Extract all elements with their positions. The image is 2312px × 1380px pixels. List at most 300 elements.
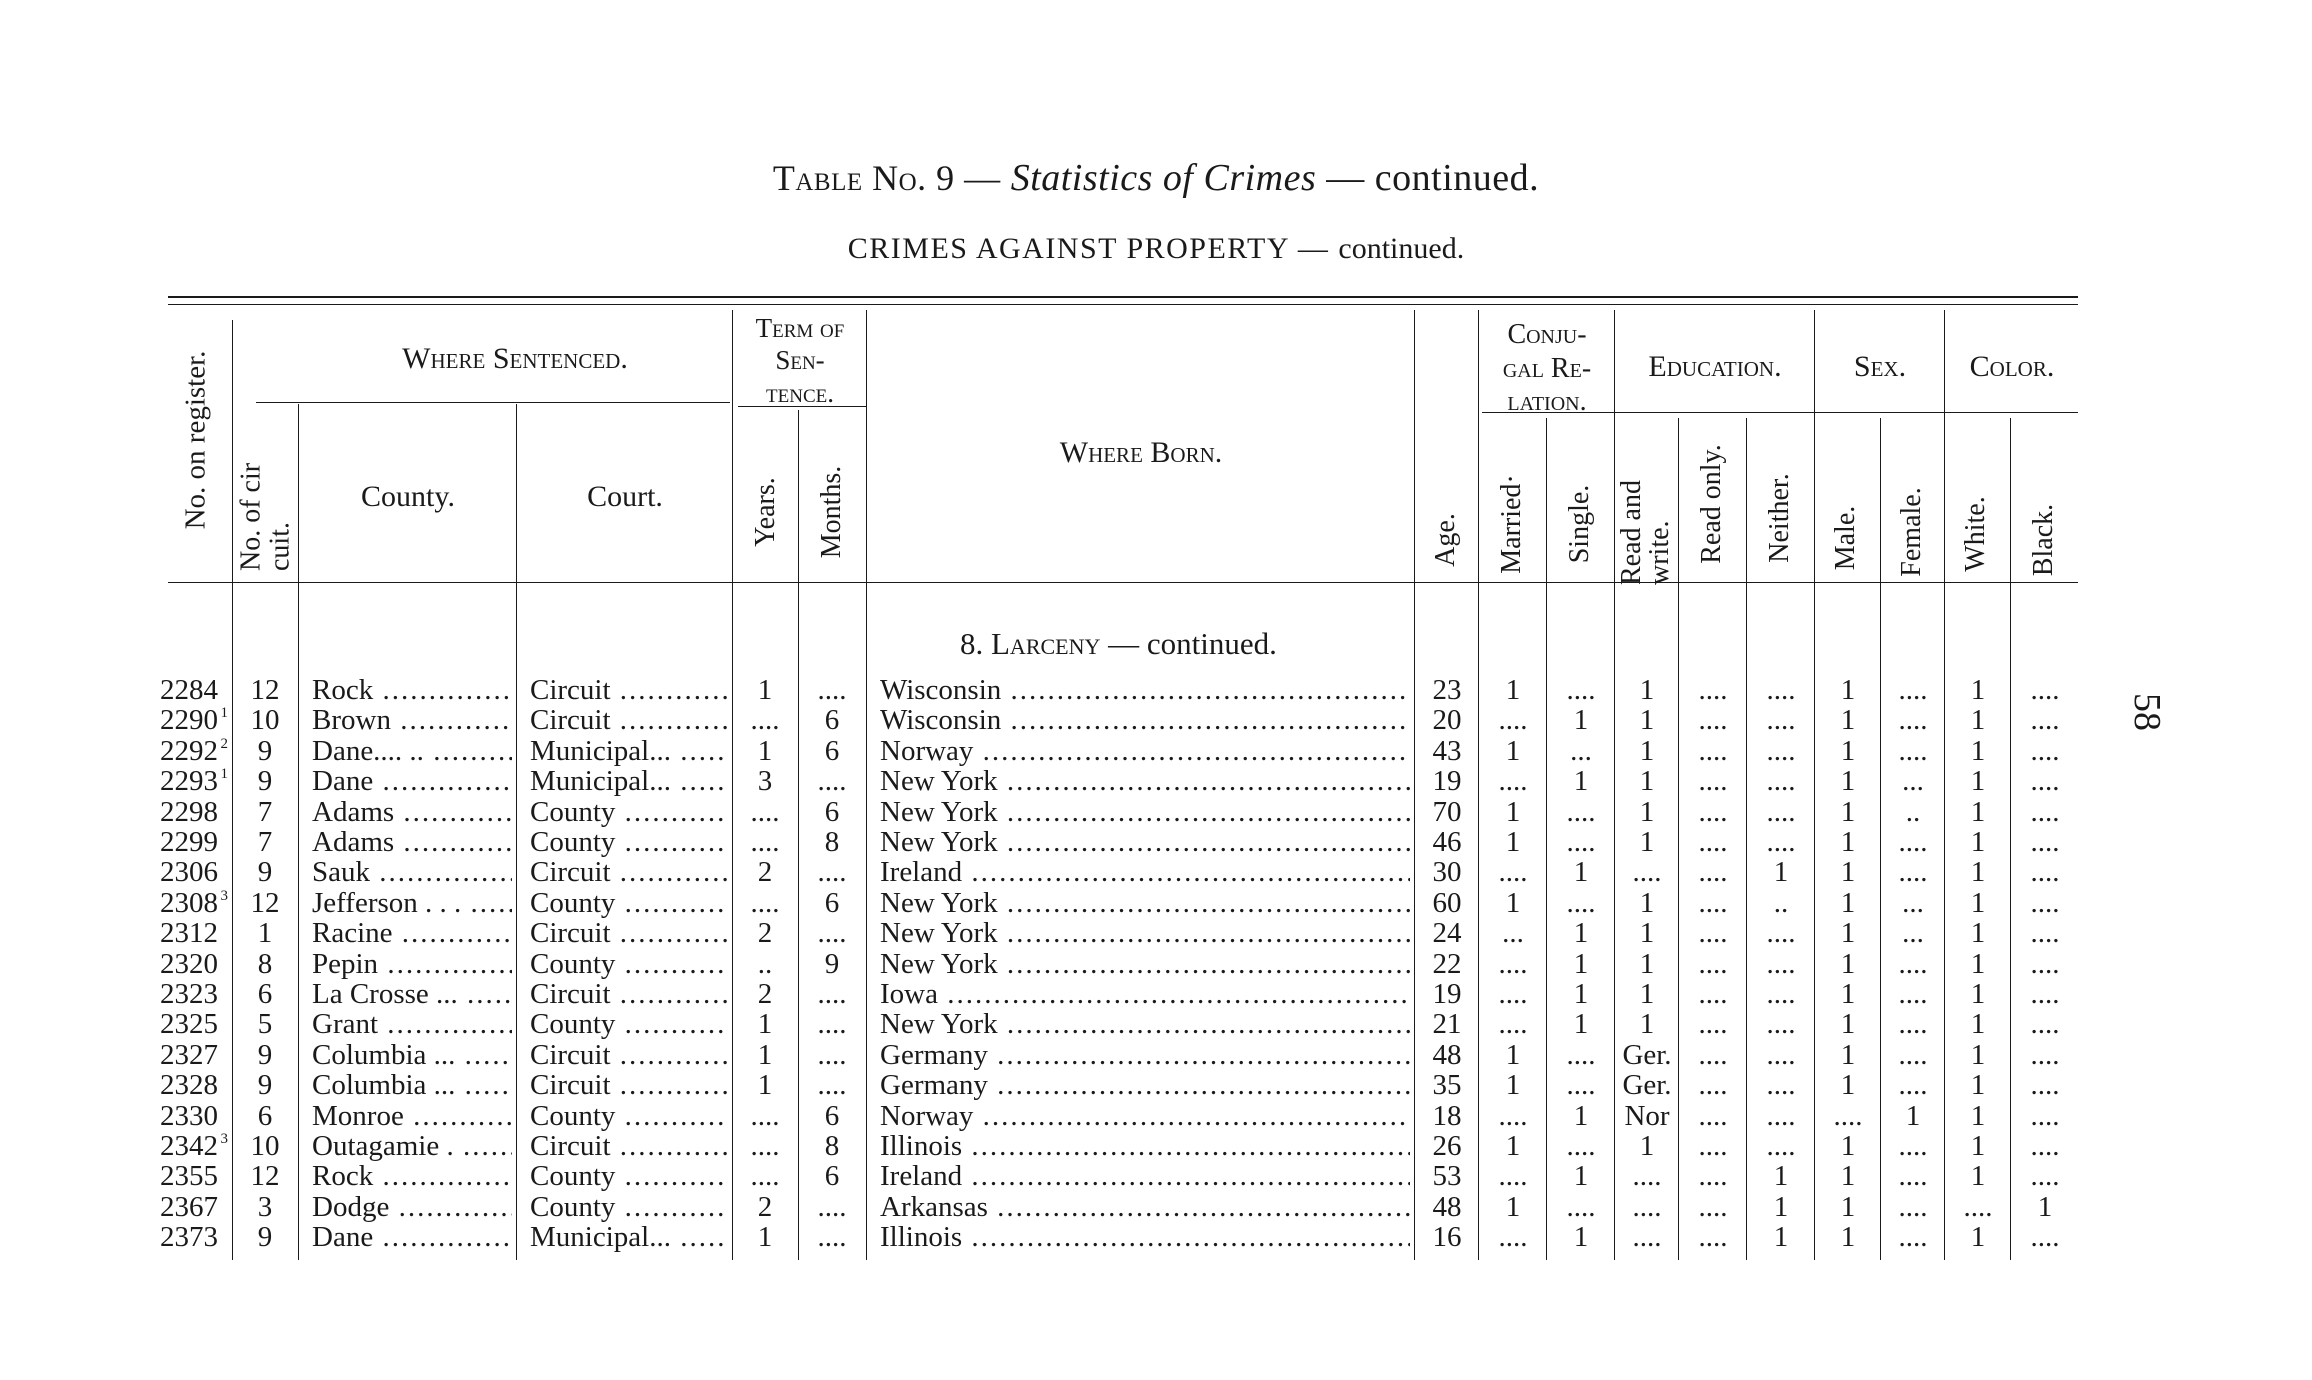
register-number: [140, 1009, 228, 1039]
cell-circuit: 10: [250, 1130, 280, 1162]
register-number-text: 2367: [160, 1191, 218, 1223]
cell-female: ....: [1898, 1039, 1928, 1071]
register-number-text: 2299: [160, 826, 218, 858]
rw-line-1: Read and: [1616, 480, 1647, 585]
rw-line-2: write.: [1644, 520, 1675, 585]
term-line-1: Term of: [755, 313, 845, 343]
col-rule: [1546, 418, 1547, 1260]
cell-ro: ....: [1698, 1008, 1728, 1040]
cell-married: 1: [1505, 796, 1521, 828]
cell-born: Illinois .....: [880, 1222, 1410, 1252]
cell-county: Dodge .....: [312, 1192, 512, 1222]
cell-court: County .....: [530, 797, 728, 827]
cell-months: 8: [824, 826, 840, 858]
cell-ro: ....: [1698, 1039, 1728, 1071]
cell-white: 1: [1970, 796, 1986, 828]
cell-female: ....: [1898, 1191, 1928, 1223]
cell-county: Pepin .....: [312, 949, 512, 979]
cell-rw: 1: [1639, 1008, 1655, 1040]
cell-neither: 1: [1773, 1191, 1789, 1223]
cell-months: 6: [824, 887, 840, 919]
cell-married: 1: [1505, 1191, 1521, 1223]
term-line-3: tence.: [766, 377, 834, 408]
cell-rw: 1: [1639, 765, 1655, 797]
cell-county: Brown .....: [312, 705, 512, 735]
cell-male: 1: [1840, 948, 1856, 980]
cell-age: 60: [1432, 887, 1462, 919]
cell-single: 1: [1573, 1160, 1589, 1192]
title-italic: Statistics of Crimes: [1010, 157, 1317, 199]
cell-rw: 1: [1639, 978, 1655, 1010]
cell-court: Municipal... .....: [530, 1222, 728, 1252]
register-number-text: 2328: [160, 1069, 218, 1101]
cell-years: 1: [757, 1221, 773, 1253]
register-number: 2342 $^3$: [160, 1130, 228, 1162]
cell-months: 6: [824, 1160, 840, 1192]
cell-court: County .....: [530, 1192, 728, 1222]
cell-neither: ....: [1766, 1008, 1796, 1040]
title-prefix: Table No. 9 —: [772, 158, 1001, 198]
cell-male: 1: [1840, 1191, 1856, 1223]
cell-married: ....: [1498, 948, 1528, 980]
cell-born: New York .....: [880, 949, 1410, 979]
cell-male: 1: [1840, 704, 1856, 736]
col-rule: [232, 320, 233, 1260]
cell-age: 43: [1432, 735, 1462, 767]
col-rule: [732, 310, 733, 1260]
header-years: Years.: [750, 477, 781, 547]
cell-years: ....: [750, 1100, 780, 1132]
header-no-of-circuit: No. of cir cuit.: [235, 462, 296, 571]
cell-white: 1: [1970, 1008, 1986, 1040]
cell-male: 1: [1840, 1008, 1856, 1040]
cell-county: Racine .....: [312, 918, 512, 948]
cell-black: ....: [2030, 796, 2060, 828]
header-where-sentenced: Where Sentenced.: [402, 342, 628, 375]
cell-neither: ....: [1766, 674, 1796, 706]
cell-years: 1: [757, 1069, 773, 1101]
conjugal-line-3: lation.: [1507, 386, 1587, 418]
cell-married: ....: [1498, 1221, 1528, 1253]
cell-court: County .....: [530, 1161, 728, 1191]
cell-age: 23: [1432, 674, 1462, 706]
cell-married: 1: [1505, 735, 1521, 767]
cell-born: Wisconsin .....: [880, 675, 1410, 705]
subtitle-main: CRIMES AGAINST PROPERTY —: [847, 232, 1330, 265]
cell-male: 1: [1840, 674, 1856, 706]
cell-rw: 1: [1639, 917, 1655, 949]
cell-single: ....: [1566, 1130, 1596, 1162]
cell-female: ....: [1898, 735, 1928, 767]
cell-years: 1: [757, 1039, 773, 1071]
cell-ro: ....: [1698, 1100, 1728, 1132]
cell-born: Germany .....: [880, 1070, 1410, 1100]
cell-female: ....: [1898, 856, 1928, 888]
conjugal-line-1: Conju-: [1507, 319, 1587, 350]
register-number: [140, 1192, 228, 1222]
register-number-text: 2320: [160, 948, 218, 980]
register-number-text: 2293: [160, 765, 218, 797]
register-number-text: 2284: [160, 674, 218, 706]
cell-married: 1: [1505, 887, 1521, 919]
cell-months: 6: [824, 704, 840, 736]
cell-court: Circuit .....: [530, 1040, 728, 1070]
cell-white: 1: [1970, 674, 1986, 706]
cell-years: 2: [757, 917, 773, 949]
cell-single: 1: [1573, 765, 1589, 797]
cell-neither: ....: [1766, 735, 1796, 767]
cell-born: Norway .....: [880, 736, 1410, 766]
cell-married: 1: [1505, 674, 1521, 706]
cell-married: ....: [1498, 765, 1528, 797]
cell-female: ...: [1902, 887, 1924, 919]
cell-white: 1: [1970, 1069, 1986, 1101]
cell-months: 6: [824, 735, 840, 767]
cell-married: ....: [1498, 978, 1528, 1010]
cell-black: ....: [2030, 674, 2060, 706]
cell-black: ....: [2030, 826, 2060, 858]
cell-county: Adams .....: [312, 827, 512, 857]
col-rule: [1746, 418, 1747, 1260]
cell-ro: ....: [1698, 948, 1728, 980]
cell-single: 1: [1573, 1100, 1589, 1132]
cell-age: 18: [1432, 1100, 1462, 1132]
cell-black: 1: [2037, 1191, 2053, 1223]
cell-black: ....: [2030, 917, 2060, 949]
cell-months: ....: [817, 1191, 847, 1223]
cell-ro: ....: [1698, 1191, 1728, 1223]
cell-ro: ....: [1698, 674, 1728, 706]
section-name: Larceny: [991, 626, 1101, 661]
register-number: 2292 $^2$: [160, 735, 228, 767]
cell-male: 1: [1840, 978, 1856, 1010]
cell-months: ....: [817, 917, 847, 949]
cell-county: La Crosse ... .....: [312, 979, 512, 1009]
cell-court: County .....: [530, 949, 728, 979]
cell-female: ....: [1898, 826, 1928, 858]
cell-white: 1: [1970, 887, 1986, 919]
cell-female: ...: [1902, 917, 1924, 949]
cell-rw: Ger.: [1622, 1069, 1672, 1101]
cell-months: ....: [817, 1008, 847, 1040]
cell-white: ....: [1963, 1191, 1993, 1223]
header-county: County.: [361, 480, 455, 513]
header-term-of-sentence: [734, 312, 866, 409]
cell-circuit: 12: [250, 1160, 280, 1192]
cell-age: 53: [1432, 1160, 1462, 1192]
cell-black: ....: [2030, 948, 2060, 980]
cell-court: Municipal... .....: [530, 736, 728, 766]
conjugal-line-2: gal Re-: [1502, 352, 1592, 384]
section-label: [960, 626, 1277, 662]
cell-rw: ....: [1632, 856, 1662, 888]
cell-circuit: 12: [250, 887, 280, 919]
cell-born: New York .....: [880, 1009, 1410, 1039]
cell-county: Sauk .....: [312, 857, 512, 887]
register-number-text: 2373: [160, 1221, 218, 1253]
cell-male: 1: [1840, 917, 1856, 949]
cell-age: 24: [1432, 917, 1462, 949]
cell-county: Rock .....: [312, 675, 512, 705]
cell-male: 1: [1840, 735, 1856, 767]
cell-court: Circuit .....: [530, 918, 728, 948]
cell-county: Jefferson . . . .....: [312, 888, 512, 918]
header-read-only: Read only.: [1696, 444, 1727, 564]
cell-months: ....: [817, 856, 847, 888]
cell-female: ....: [1898, 674, 1928, 706]
register-number-text: 2298: [160, 796, 218, 828]
cell-married: 1: [1505, 826, 1521, 858]
cell-age: 70: [1432, 796, 1462, 828]
cell-black: ....: [2030, 1221, 2060, 1253]
header-neither: Neither.: [1764, 473, 1795, 563]
cell-neither: ....: [1766, 704, 1796, 736]
header-married: Married·: [1496, 474, 1527, 574]
register-number: [140, 1040, 228, 1070]
cell-white: 1: [1970, 1160, 1986, 1192]
cell-male: 1: [1840, 856, 1856, 888]
col-rule: [798, 410, 799, 1260]
cell-neither: ....: [1766, 917, 1796, 949]
col-rule: [298, 404, 299, 1260]
where-sentenced-underline: [256, 402, 730, 403]
cell-court: Circuit .....: [530, 675, 728, 705]
cell-female: ....: [1898, 1069, 1928, 1101]
col-rule: [1414, 310, 1415, 1260]
cell-rw: 1: [1639, 948, 1655, 980]
header-education: Education.: [1648, 350, 1782, 383]
cell-born: New York .....: [880, 797, 1410, 827]
cell-ro: ....: [1698, 796, 1728, 828]
cell-born: Iowa .....: [880, 979, 1410, 1009]
cell-female: ....: [1898, 704, 1928, 736]
cell-circuit: 9: [257, 1039, 273, 1071]
cell-circuit: 3: [257, 1191, 273, 1223]
cell-single: ....: [1566, 1069, 1596, 1101]
header-female: Female.: [1896, 487, 1927, 577]
register-number-text: 2327: [160, 1039, 218, 1071]
cell-married: ....: [1498, 1100, 1528, 1132]
cell-months: 9: [824, 948, 840, 980]
cell-circuit: 5: [257, 1008, 273, 1040]
cell-male: 1: [1840, 1039, 1856, 1071]
cell-county: Monroe .....: [312, 1101, 512, 1131]
cell-neither: 1: [1773, 1160, 1789, 1192]
cell-female: 1: [1905, 1100, 1921, 1132]
cell-ro: ....: [1698, 978, 1728, 1010]
cell-female: ...: [1902, 765, 1924, 797]
register-number: 2290 $^1$: [160, 704, 228, 736]
cell-born: New York .....: [880, 918, 1410, 948]
register-number-text: 2308: [160, 887, 218, 919]
cell-months: ....: [817, 978, 847, 1010]
cell-female: ....: [1898, 1008, 1928, 1040]
table-title: [0, 156, 2312, 200]
register-number: 2293 $^1$: [160, 765, 228, 797]
cell-born: New York .....: [880, 827, 1410, 857]
section-number: 8.: [960, 626, 984, 661]
cell-rw: ....: [1632, 1160, 1662, 1192]
register-number: [140, 949, 228, 979]
cell-single: 1: [1573, 917, 1589, 949]
cell-single: ....: [1566, 826, 1596, 858]
header-court: Court.: [587, 480, 663, 513]
header-months: Months.: [816, 465, 847, 559]
cell-neither: ....: [1766, 765, 1796, 797]
cell-circuit: 9: [257, 1069, 273, 1101]
cell-single: ....: [1566, 887, 1596, 919]
cell-neither: ....: [1766, 826, 1796, 858]
cell-single: 1: [1573, 704, 1589, 736]
cell-neither: ....: [1766, 948, 1796, 980]
cell-single: ....: [1566, 1191, 1596, 1223]
cell-male: 1: [1840, 1130, 1856, 1162]
cell-single: 1: [1573, 1008, 1589, 1040]
cell-circuit: 9: [257, 856, 273, 888]
cell-white: 1: [1970, 1100, 1986, 1132]
cell-age: 35: [1432, 1069, 1462, 1101]
cell-married: 1: [1505, 1130, 1521, 1162]
cell-black: ....: [2030, 887, 2060, 919]
cell-single: 1: [1573, 978, 1589, 1010]
register-number-text: 2342: [160, 1130, 218, 1162]
cell-neither: ....: [1766, 1039, 1796, 1071]
cell-years: ....: [750, 887, 780, 919]
header-white: White.: [1960, 496, 1991, 572]
cell-months: ....: [817, 674, 847, 706]
register-number: [140, 827, 228, 857]
register-number-text: 2306: [160, 856, 218, 888]
cell-circuit: 12: [250, 674, 280, 706]
top-rule-thin: [168, 304, 2078, 305]
cell-county: Columbia ... .....: [312, 1070, 512, 1100]
cell-black: ....: [2030, 1100, 2060, 1132]
cell-married: ...: [1502, 917, 1524, 949]
cell-ro: ....: [1698, 917, 1728, 949]
cell-male: 1: [1840, 765, 1856, 797]
cell-circuit: 7: [257, 796, 273, 828]
cell-age: 16: [1432, 1221, 1462, 1253]
cell-ro: ....: [1698, 765, 1728, 797]
cell-court: Circuit .....: [530, 979, 728, 1009]
cell-single: 1: [1573, 948, 1589, 980]
cell-circuit: 10: [250, 704, 280, 736]
cell-ro: ....: [1698, 1221, 1728, 1253]
cell-black: ....: [2030, 1008, 2060, 1040]
cell-years: 1: [757, 674, 773, 706]
cell-years: ....: [750, 1130, 780, 1162]
cell-ro: ....: [1698, 735, 1728, 767]
header-color: Color.: [1969, 350, 2055, 383]
cell-rw: 1: [1639, 796, 1655, 828]
cell-court: Circuit .....: [530, 1131, 728, 1161]
cell-years: 3: [757, 765, 773, 797]
cell-rw: Ger.: [1622, 1039, 1672, 1071]
cell-rw: 1: [1639, 887, 1655, 919]
col-rule: [516, 404, 517, 1260]
cell-years: ....: [750, 704, 780, 736]
cell-county: Dane .....: [312, 766, 512, 796]
cell-court: Municipal... .....: [530, 766, 728, 796]
cell-rw: Nor: [1624, 1100, 1670, 1132]
register-number-text: 2330: [160, 1100, 218, 1132]
cell-female: ..: [1905, 796, 1921, 828]
cell-neither: ....: [1766, 796, 1796, 828]
cell-white: 1: [1970, 917, 1986, 949]
cell-months: 6: [824, 1100, 840, 1132]
cell-male: 1: [1840, 1160, 1856, 1192]
header-single: Single.: [1564, 484, 1595, 564]
cell-court: County .....: [530, 888, 728, 918]
cell-months: ....: [817, 1069, 847, 1101]
cell-black: ....: [2030, 735, 2060, 767]
cell-court: Circuit .....: [530, 705, 728, 735]
subtitle-suffix: continued.: [1338, 232, 1465, 265]
cell-white: 1: [1970, 704, 1986, 736]
cell-white: 1: [1970, 765, 1986, 797]
header-black: Black.: [2028, 503, 2059, 577]
cell-born: Arkansas .....: [880, 1192, 1410, 1222]
register-number: [140, 979, 228, 1009]
cell-neither: ....: [1766, 978, 1796, 1010]
cell-court: County .....: [530, 1101, 728, 1131]
cell-county: Columbia ... .....: [312, 1040, 512, 1070]
cell-age: 22: [1432, 948, 1462, 980]
cell-black: ....: [2030, 978, 2060, 1010]
col-rule: [1944, 310, 1945, 1260]
cell-rw: 1: [1639, 1130, 1655, 1162]
register-number-text: 2325: [160, 1008, 218, 1040]
cell-white: 1: [1970, 826, 1986, 858]
cell-months: 6: [824, 796, 840, 828]
cell-circuit: 8: [257, 948, 273, 980]
col-rule: [1678, 418, 1679, 1260]
term-line-2: Sen-: [775, 345, 825, 376]
cell-court: Circuit .....: [530, 857, 728, 887]
cell-male: 1: [1840, 1069, 1856, 1101]
register-number-text: 2355: [160, 1160, 218, 1192]
cell-female: ....: [1898, 1221, 1928, 1253]
cell-single: ....: [1566, 674, 1596, 706]
col-rule: [1880, 418, 1881, 1260]
header-read-and-write: [1618, 435, 1674, 585]
cell-single: 1: [1573, 856, 1589, 888]
cell-ro: ....: [1698, 887, 1728, 919]
cell-born: Norway .....: [880, 1101, 1410, 1131]
cell-neither: ....: [1766, 1069, 1796, 1101]
cell-court: Circuit .....: [530, 1070, 728, 1100]
register-number-text: 2290: [160, 704, 218, 736]
cell-months: ....: [817, 1221, 847, 1253]
cell-neither: ..: [1773, 887, 1789, 919]
title-suffix: — continued.: [1326, 157, 1540, 199]
col-rule: [1814, 310, 1815, 1260]
cell-born: Illinois .....: [880, 1131, 1410, 1161]
cell-born: New York .....: [880, 766, 1410, 796]
table-subtitle: [0, 232, 2312, 266]
cell-rw: 1: [1639, 704, 1655, 736]
cell-age: 48: [1432, 1039, 1462, 1071]
cell-born: Wisconsin .....: [880, 705, 1410, 735]
cell-months: ....: [817, 1039, 847, 1071]
cell-ro: ....: [1698, 856, 1728, 888]
cell-ro: ....: [1698, 1130, 1728, 1162]
cell-age: 20: [1432, 704, 1462, 736]
cell-ro: ....: [1698, 826, 1728, 858]
cell-male: 1: [1840, 796, 1856, 828]
cell-age: 19: [1432, 978, 1462, 1010]
cell-white: 1: [1970, 1221, 1986, 1253]
